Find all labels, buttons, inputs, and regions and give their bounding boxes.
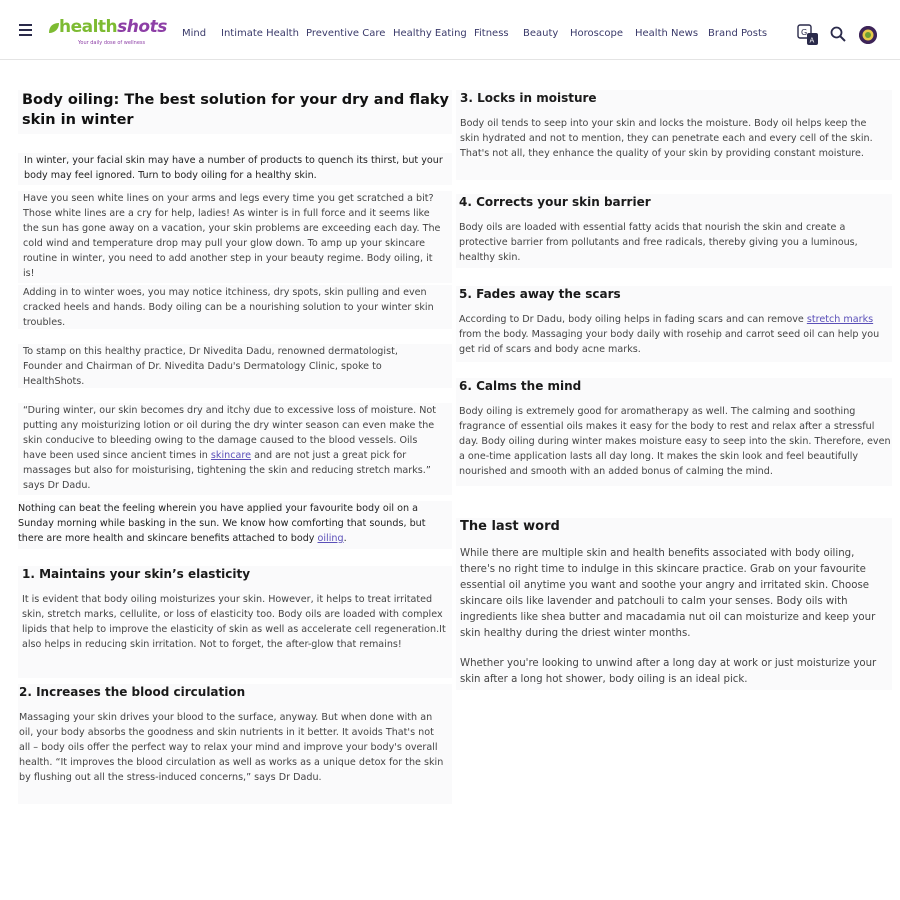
section-4-title: 4. Corrects your skin barrier	[459, 195, 651, 209]
last-word-section	[456, 518, 892, 690]
section-3-title: 3. Locks in moisture	[460, 91, 597, 105]
avatar-image-icon	[859, 26, 877, 44]
section-2	[18, 684, 452, 804]
section-1-body: It is evident that body oiling moisturizes your skin. However, it helps to treat irritated skin, stretch marks, cellulite, or loss of elasticity too. Body oils are loaded with complex lipids that help to improve the elasticity of skin as well as accelerate cell regeneration.It also helps in reducing skin irritation. Not to forget, the after-glow that remains!	[22, 594, 446, 650]
quote-text-a: “During winter, our skin becomes dry and itchy due to excessive loss of moisture. Not putting any moisturizing lotion or oil during the dry winter season can even make the skin conducive to bleeding owing to the damage caused to the blood vessels. Oils have been used since ancient times in	[23, 405, 437, 461]
quote-block	[18, 403, 452, 495]
quote-text-b: and are not just a great pick for massages but also for moisturising, tightening the skin and reducing stretch marks.” says Dr Dadu.	[23, 450, 431, 491]
paragraph-block	[18, 191, 452, 283]
section-5-title: 5. Fades away the scars	[459, 287, 621, 301]
logo-wordmark	[59, 17, 167, 37]
paragraph-block	[18, 501, 452, 549]
section-5-text-a: According to Dr Dadu, body oiling helps in fading scars and can remove	[459, 314, 807, 325]
section-5-text-b: from the body. Massaging your body daily with rosehip and carrot seed oil can help you get rid of scars and body acne marks.	[459, 329, 880, 355]
article-title: Body oiling: The best solution for your dry and flaky skin in winter	[22, 92, 449, 128]
nav-item-brand-posts[interactable]: Brand Posts	[708, 28, 768, 39]
intro-block	[18, 153, 452, 185]
nav-item-beauty[interactable]: Beauty	[523, 28, 559, 39]
translate-icon[interactable]	[797, 24, 819, 46]
section-4	[456, 194, 892, 268]
nav-item-horoscope[interactable]: Horoscope	[570, 28, 623, 39]
nav-item-health-news[interactable]: Health News	[635, 28, 699, 39]
section-3	[456, 90, 892, 180]
paragraph-3: To stamp on this healthy practice, Dr Nivedita Dadu, renowned dermatologist, Founder and Chairman of Dr. Nivedita Dadu's Dermatology Clinic, spoke to HealthShots.	[23, 346, 398, 387]
section-6-title: 6. Calms the mind	[459, 379, 582, 393]
paragraph-block	[18, 344, 452, 388]
nav-item-mind[interactable]: Mind	[182, 28, 207, 39]
user-avatar[interactable]	[859, 26, 877, 44]
section-3-body: Body oil tends to seep into your skin and locks the moisture. Body oil helps keep the skin hydrated and not to mention, they can penetrate each and every cell of the skin. That's not all, they enhance the quality of your skin by providing constant moisture.	[460, 118, 873, 159]
nav-item-healthy-eating[interactable]: Healthy Eating	[393, 28, 467, 39]
last-word-paragraph-1: While there are multiple skin and health benefits associated with body oiling, there's no right time to indulge in this skincare practice. Grab on your favourite essential oil anytime you want and soothe your angry and irritated skin. Choose skincare oils like lavender and patchouli to calm your senses. Body oils with ingredients like shea butter and macadamia nut oil can moisturize and keep your skin healthy during the driest winter months.	[460, 548, 876, 639]
logo-part-health: health	[59, 17, 118, 37]
site-header	[0, 0, 900, 60]
search-icon[interactable]	[830, 26, 846, 42]
paragraph-1: Have you seen white lines on your arms and legs every time you get scratched a bit? Those white lines are a cry for help, ladies! As winter is in full force and it seems like the sun has gone away on a vacation, your skin problems are exceeding each day. The cold wind and temperature drop may pull your glow down. To amp up your skincare routine in winter, you need to add another step in your beauty regime. Body oiling, it is!	[23, 193, 441, 279]
section-5	[456, 286, 892, 362]
paragraph-2: Adding in to winter woes, you may notice itchiness, dry spots, skin pulling and even cracked heels and hands. Body oiling can be a nourishing solution to your winter skin troubles.	[23, 287, 434, 328]
section-1	[18, 566, 452, 678]
nav-item-fitness[interactable]: Fitness	[474, 28, 509, 39]
paragraph-4	[18, 501, 452, 546]
nav-item-intimate-health[interactable]: Intimate Health	[221, 28, 299, 39]
section-2-body: Massaging your skin drives your blood to the surface, anyway. But when done with an oil, your body absorbs the goodness and skin nutrients in it better. It avoids That's not all – body oils offer the perfect way to relax your mind and improve your body's overall health. “It improves the blood circulation as well as works as a unique detox for the skin by flushing out all the stress-induced concerns,” says Dr Dadu.	[19, 712, 444, 783]
section-6	[456, 378, 892, 486]
svg-text:A: A	[809, 36, 815, 45]
paragraph-4-text-a: Nothing can beat the feeling wherein you have applied your favourite body oil on a Sunday morning while basking in the sun. We know how comforting that sounds, but there are more health and skincare benefits attached to body	[18, 503, 426, 544]
paragraph-block	[18, 285, 452, 329]
site-logo[interactable]	[48, 17, 167, 49]
svg-text:G: G	[801, 28, 808, 37]
section-4-body: Body oils are loaded with essential fatty acids that nourish the skin and create a protective barrier from pollutants and free radicals, thereby giving you a luminous, healthy skin.	[459, 222, 858, 263]
quote-paragraph	[23, 403, 442, 493]
last-word-title: The last word	[460, 519, 560, 534]
stretch-marks-link[interactable]: stretch marks	[806, 314, 874, 325]
last-word-paragraph-2: Whether you're looking to unwind after a long day at work or just moisturize your skin after a long hot shower, body oiling is an ideal pick.	[460, 658, 877, 685]
section-5-body	[459, 312, 880, 357]
section-2-title: 2. Increases the blood circulation	[19, 685, 246, 699]
section-6-body: Body oiling is extremely good for aromatherapy as well. The calming and soothing fragrance of essential oils makes it easy for the body to rest and relax after a stressful day. Body oiling during winter makes moisture easy to seep into the skin. Therefore, even a one-time application lasts all day long. It makes the skin look and feel beautifully nourished and smooth with an added bonus of calming the mind.	[459, 406, 891, 477]
section-1-title: 1. Maintains your skin’s elasticity	[22, 567, 251, 581]
nav-item-preventive-care[interactable]: Preventive Care	[306, 28, 386, 39]
article-intro: In winter, your facial skin may have a number of products to quench its thirst, but your body may feel ignored. Turn to body oiling for a healthy skin.	[24, 155, 443, 181]
title-block	[18, 90, 452, 134]
paragraph-4-text-b: .	[343, 533, 347, 544]
oiling-link[interactable]: oiling	[317, 533, 344, 544]
logo-part-shots: shots	[117, 17, 167, 37]
skincare-link[interactable]: skincare	[210, 450, 252, 461]
logo-tagline: Your daily dose of wellness	[78, 40, 146, 46]
hamburger-menu-icon[interactable]	[19, 24, 32, 36]
